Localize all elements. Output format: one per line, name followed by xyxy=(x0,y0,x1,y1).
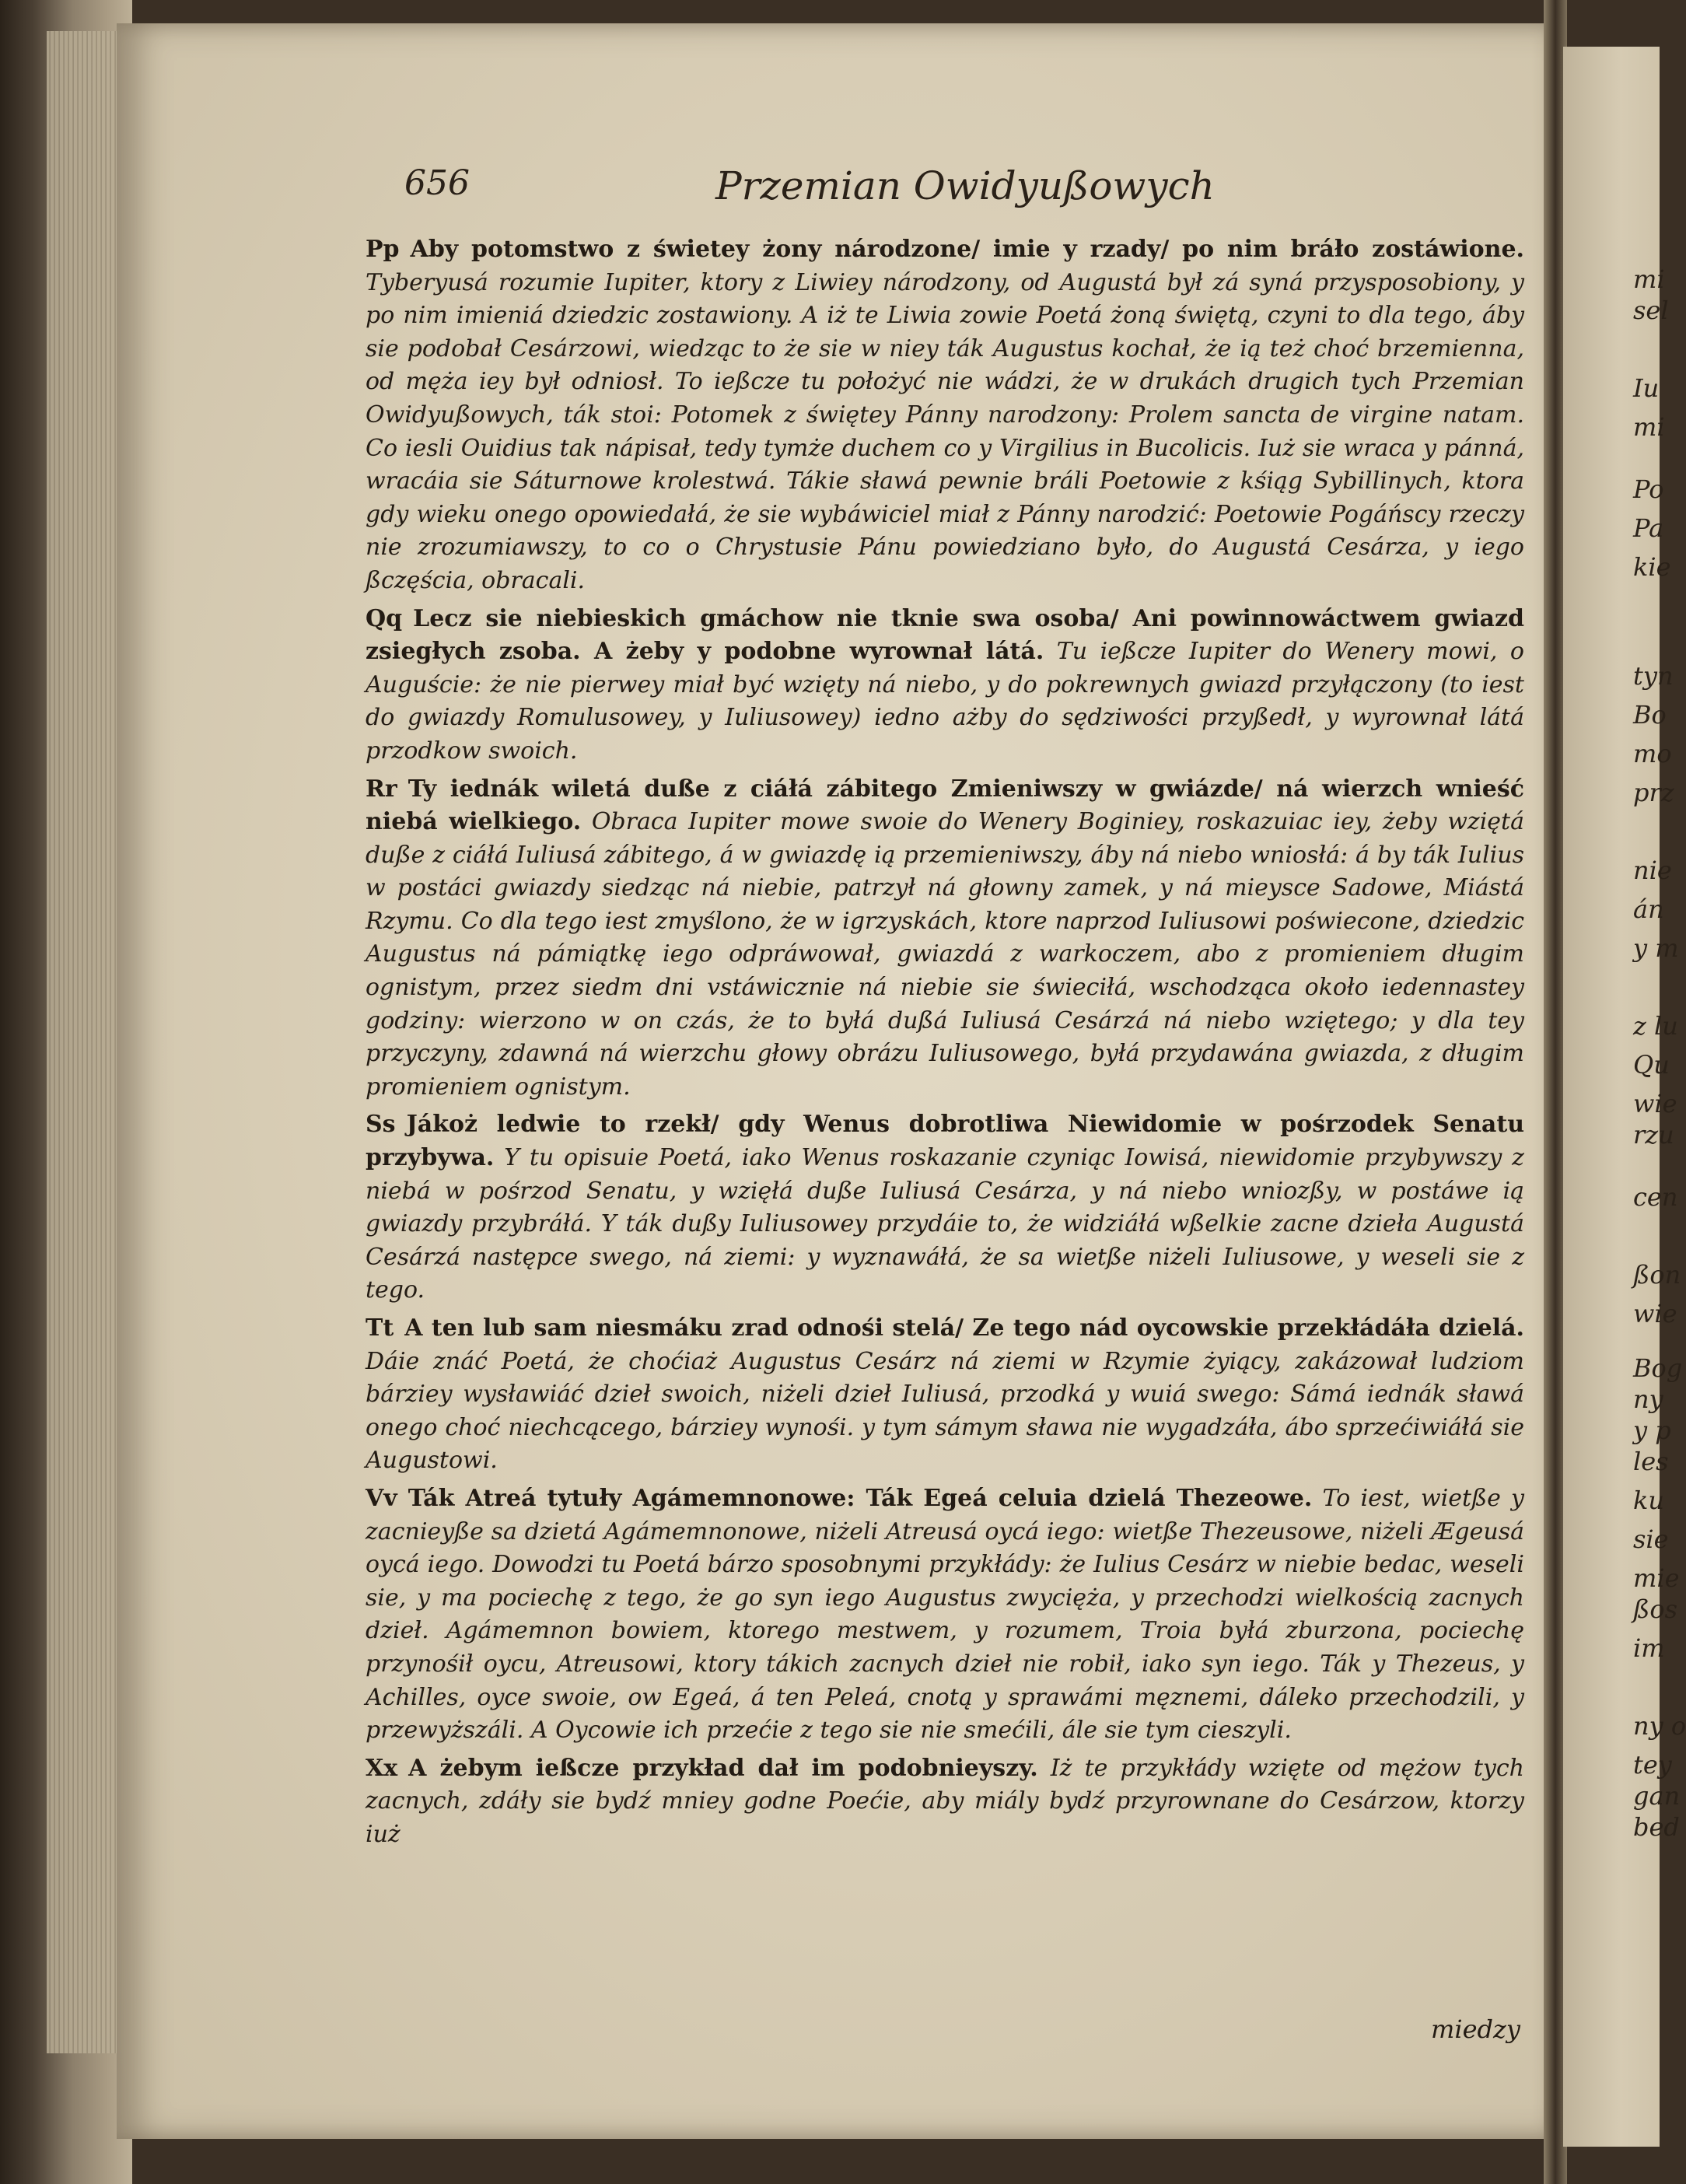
next-page-fragment: Pa xyxy=(1633,513,1664,543)
catchword: miedzy xyxy=(1431,2014,1520,2044)
next-page-fragment: ny o xyxy=(1633,1711,1686,1741)
next-page-fragment: cen xyxy=(1633,1182,1678,1212)
paragraph-lead: Ty iednák wiletá duße z ciáłá zábitego Zmieniwszy w gwiázde/ ná wierzch wnieść niebá wielkiego. xyxy=(366,775,1524,836)
next-page-fragment: ßos xyxy=(1633,1594,1678,1624)
paragraph xyxy=(366,1482,1524,1748)
next-page-fragment: Bo xyxy=(1633,700,1667,730)
next-page-fragment: bed xyxy=(1633,1812,1680,1842)
paragraph xyxy=(366,773,1524,1104)
paragraph-lead: Aby potomstwo z świetey żony národzone/ imie y rzady/ po nim bráło zostáwione. xyxy=(410,236,1524,263)
paragraph xyxy=(366,603,1524,768)
paragraph-marker: Rr xyxy=(366,775,397,803)
paragraph-text: Tu ießcze Iupiter do Wenery mowi, o Auguście: że nie pierwey miał być wzięty ná niebo, y do pokrewnych gwiazd przyłączony (to iest do gwiazdy Romulusowey, y Iuliusowey) iedno ażby do sędziwości przyßedł, y wyrownał látá przodkow swoich. xyxy=(366,638,1524,765)
paragraph-lead: Ták Atreá tytuły Agámemnonowe: Ták Egeá celuia dzielá Thezeowe. xyxy=(408,1484,1313,1512)
next-page-fragment: mi xyxy=(1633,264,1665,294)
paragraph-marker: Xx xyxy=(366,1754,398,1782)
next-page-fragment: Bog xyxy=(1633,1353,1683,1383)
paragraph-lead: Jákoż ledwie to rzekł/ gdy Wenus dobrotliwa Niewidomie w pośrzodek Senatu przybywa. xyxy=(366,1111,1524,1172)
paragraph-lead: A żebym ießcze przykład dał im podobnieyszy. xyxy=(408,1754,1038,1782)
paragraph-text: Tyberyusá rozumie Iupiter, ktory z Liwiey národzony, od Augustá był zá syná przysposobiony, y po nim imieniá dziedzic zostawiony. A iż te Liwia zowie Poetá żoną świętą, czyni to dla tego, áby sie podobał Cesárzowi, wiedząc to że sie w niey ták Augustus kochał, że ią też choć brzemienna, od męża iey był odniosł. To ießcze tu położyć nie wádzi, że w drukách drugich tych Przemian Owidyußowych, ták stoi: Potomek z świętey Pánny narodzony: Prolem sancta de virgine natam. Co iesli Ouidius tak nápisał, tedy tymże duchem co y Virgilius in Bucolicis. Iuż sie wraca y pánná, wracáia sie Sáturnowe krolestwá. Tákie sławá pewnie bráli Poetowie z kśiąg Sybillinych, ktora gdy wieku onego opowiedałá, że sie wybáwiciel miał z Pánny narodzić: Poetowie Pogáńscy rzeczy nie zrozumiawszy, to co o Chrystusie Pánu powiedziano było, do Augustá Cesárza, y iego ßczęścia, obracali. xyxy=(366,268,1524,594)
next-page-fragment: mi xyxy=(1633,412,1665,442)
next-page-fragment: wie xyxy=(1633,1299,1677,1328)
page-number: 656 xyxy=(404,163,470,203)
next-page-fragment: tey xyxy=(1633,1750,1672,1780)
next-page-fragment: y p xyxy=(1633,1416,1671,1445)
paragraph-marker: Pp xyxy=(366,236,400,263)
page-header xyxy=(404,163,1493,210)
next-page-fragment: tyn xyxy=(1633,661,1674,691)
paragraph-text: Y tu opisuie Poetá, iako Wenus roskazanie czyniąc Iowisá, niewidomie przybywszy z niebá w pośrzod Senatu, y wzięłá duße Iuliusá Cesárza, y ná niebo wniozßy, w postáwe ią gwiazdy przybráłá. Y ták dußy Iuliusowey przydáie to, że widziáłá wßelkie zacne dzieła Augustá Cesárzá następce swego, ná ziemi: y wyznawáłá, że sa wietße niżeli Iuliusowe, y weseli sie z tego. xyxy=(366,1144,1524,1304)
next-page-fragment: z lu xyxy=(1633,1011,1678,1041)
paragraph-text: Obraca Iupiter mowe swoie do Wenery Boginiey, roskazuiac iey, żeby wziętá duße z ciáłá Iuliusá zábitego, á w gwiazdę ią przemieniwszy, áby ná niebo wniosłá: á by ták Iulius w postáci gwiazdy siedząc ná niebie, patrzył ná głowny zamek, y ná mieysce Sadowe, Miástá Rzymu. Co dla tego iest zmyślono, że w igrzyskách, ktore naprzod Iuliusowi poświecone, dziedzic Augustus ná pámiątkę iego odpráwował, gwiazdá z warkoczem, abo z promieniem długim ognistym, przez siedm dni vstáwicznie ná niebie sie świeciłá, wschodząca około iedennastey godziny: wierzono w on czás, że to byłá dußá Iuliusá Cesárzá ná niebo wziętego; y dla tey przyczyny, zdawná ná wierzchu głowy obrázu Iuliusowego, byłá przydawána gwiazda, z długim promieniem ognistym. xyxy=(366,808,1524,1101)
paragraph-marker: Qq xyxy=(366,604,403,632)
paragraph-marker: Tt xyxy=(366,1314,394,1342)
next-page-fragment: sie xyxy=(1633,1524,1669,1554)
paragraph-text: Dáie znáć Poetá, że choćiaż Augustus Cesárz ná ziemi w Rzymie żyiący, zakázował ludziom bárziey wysławiáć dzieł swoich, niżeli dzieł Iuliusá, przodká y wuiá swego: Sámá iednák sławá onego choć niechcącego, bárziey wynośi. y tym sámym sława nie wygadzáła, ábo sprzećiwiáłá sie Augustowi. xyxy=(366,1347,1524,1475)
next-page-fragment: mo xyxy=(1633,739,1672,768)
next-page-fragment: ßon xyxy=(1633,1260,1681,1290)
paragraph-text: Iż te przykłády wzięte od mężow tych zacnych, zdáły sie bydź mniey godne Poećie, aby miály bydź przyrownane do Cesárzow, ktorzy iuż xyxy=(366,1754,1524,1848)
next-page-fragment: ku xyxy=(1633,1486,1664,1515)
paragraph-text: To iest, wietße y zacnieyße sa dzietá Agámemnonowe, niżeli Atreusá oycá iego: wietße Thezeusowe, niżeli Ægeusá oycá iego. Dowodzi tu Poetá bárzo sposobnymi przykłády: że Iulius Cesárz w niebie bedac, weseli sie, y ma pociechę z tego, że go syn iego Augustus zwycięża, y przechodzi wielkością zacnych dzieł. Agámemnon bowiem, ktorego mestwem, y rozumem, Troia byłá zburzona, pociechę przynośił oycu, Atreusowi, ktory tákich zacnych dzieł nie robił, iako syn iego. Ták y Thezeus, y Achilles, oyce swoie, ow Egeá, á ten Peleá, cnotą y sprawámi męznemi, dáleko przechodzili, y przewyższáli. A Oycowie ich przećie z tego sie nie smećili, ále sie tym cieszyli. xyxy=(366,1484,1524,1745)
paragraph-lead: A ten lub sam niesmáku zrad odnośi stelá/ Ze tego nád oycowskie przekłádáła dzielá. xyxy=(404,1314,1524,1342)
next-page-fragment: prz xyxy=(1633,778,1674,807)
paragraph xyxy=(366,1108,1524,1307)
next-page-fragment: gan xyxy=(1633,1781,1681,1811)
next-page-edge xyxy=(1563,47,1686,2147)
next-page-fragment: y m xyxy=(1633,933,1679,963)
next-page-fragment: kie xyxy=(1633,552,1671,582)
running-title: Przemian Owidyußowych xyxy=(715,163,1215,208)
next-page-fragment: án xyxy=(1633,894,1664,924)
next-page-fragment: Qu xyxy=(1633,1050,1670,1080)
next-page-fragment: mie xyxy=(1633,1563,1680,1593)
next-page-fragment: ny xyxy=(1633,1384,1663,1414)
next-page-fragment: wie xyxy=(1633,1089,1677,1118)
paragraph-marker: Ss xyxy=(366,1111,396,1139)
next-page-fragment: rzu xyxy=(1633,1120,1674,1150)
paragraph-lead: Lecz sie niebieskich gmáchow nie tknie swa osoba/ Ani powinnowáctwem gwiazd zsiegłych zsoba. A żeby y podobne wyrownał látá. xyxy=(366,604,1524,666)
paragraph xyxy=(366,233,1524,598)
next-page-fragment: les xyxy=(1633,1447,1669,1476)
body-text xyxy=(366,233,1524,1857)
next-page-fragment: sel xyxy=(1633,296,1669,325)
paragraph xyxy=(366,1752,1524,1852)
next-page-fragment: Po xyxy=(1633,474,1664,504)
next-page-fragment: nie xyxy=(1633,856,1672,885)
paragraph xyxy=(366,1312,1524,1478)
next-page-fragment: Iu xyxy=(1633,373,1660,403)
paragraph-marker: Vv xyxy=(366,1484,397,1512)
next-page-fragment: im xyxy=(1633,1633,1665,1663)
